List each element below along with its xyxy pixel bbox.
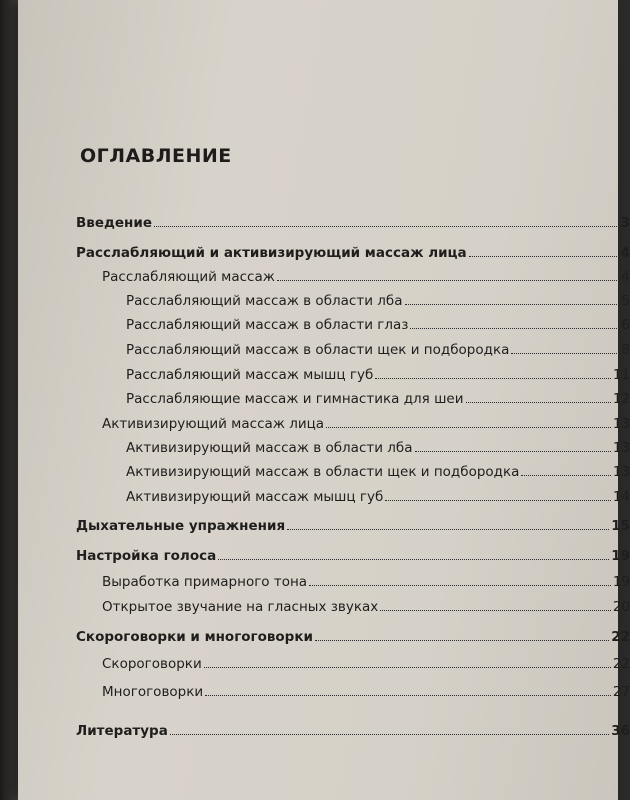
dot-leader (415, 451, 611, 452)
toc-entry (76, 547, 630, 565)
toc-entry-page: 4 (621, 269, 630, 285)
dot-leader (375, 378, 611, 379)
toc-entry-page: 27 (612, 684, 630, 700)
toc-entry (126, 390, 630, 408)
toc-entry-title: Активизирующий массаж в области лба (126, 440, 413, 456)
toc-entry (126, 341, 630, 359)
dot-leader (315, 640, 609, 641)
toc-entry-title: Введение (76, 215, 152, 231)
toc-entry-page: 36 (611, 723, 630, 739)
toc-entry-title: Открытое звучание на гласных звуках (102, 599, 379, 615)
toc-entry-page: 19 (611, 548, 630, 564)
table-of-contents (18, 0, 630, 800)
toc-entry (126, 316, 630, 334)
toc-entry (76, 244, 630, 262)
dot-leader (466, 402, 611, 403)
dot-leader (218, 559, 609, 560)
toc-entry-page: 4 (620, 245, 630, 261)
toc-entry-page: 15 (611, 518, 630, 534)
toc-entry-page: 22 (611, 629, 630, 645)
toc-entry (102, 415, 630, 433)
dot-leader (205, 695, 611, 696)
dot-leader (521, 475, 610, 476)
book-page (18, 0, 630, 800)
dot-leader (287, 529, 609, 530)
dot-leader (277, 280, 620, 281)
page-title: ОГЛАВЛЕНИЕ (80, 145, 232, 167)
toc-entry-title: Скороговорки (102, 656, 202, 672)
toc-entry (76, 722, 630, 740)
toc-entry-page: 12 (612, 391, 630, 407)
dot-leader (410, 328, 619, 329)
toc-entry (126, 292, 630, 310)
toc-entry-page: 19 (612, 574, 630, 590)
toc-entry (102, 683, 630, 701)
toc-entry-title: Скороговорки и многоговорки (76, 629, 313, 645)
toc-entry-page: 3 (620, 215, 630, 231)
toc-entry (76, 628, 630, 646)
dot-leader (326, 427, 611, 428)
toc-entry (102, 655, 630, 673)
toc-entry-title: Расслабляющий массаж в области лба (126, 293, 403, 309)
toc-entry-title: Выработка примарного тона (102, 574, 308, 590)
dot-leader (405, 304, 620, 305)
dot-leader (154, 226, 619, 227)
toc-entry-title: Расслабляющий и активизирующий массаж лица (76, 245, 467, 261)
toc-entry-page: 8 (621, 342, 630, 358)
toc-entry-title: Активизирующий массаж лица (102, 416, 325, 432)
toc-entry-title: Расслабляющий массаж (102, 269, 275, 285)
toc-entry-title: Расслабляющий массаж в области щек и подбородка (126, 342, 510, 358)
toc-entry-page: 20 (612, 599, 630, 615)
toc-entry-page: 13 (612, 464, 630, 480)
toc-entry-title: Активизирующий массаж в области щек и подбородка (126, 464, 520, 480)
toc-entry (126, 366, 630, 384)
toc-entry-title: Дыхательные упражнения (76, 518, 286, 534)
toc-entry-title: Многоговорки (102, 684, 204, 700)
toc-entry (76, 214, 630, 232)
toc-entry-page: 22 (612, 656, 630, 672)
dot-leader (469, 256, 619, 257)
toc-entry-title: Расслабляющий массаж в области глаз (126, 317, 409, 333)
toc-entry (126, 463, 630, 481)
toc-entry-page: 11 (612, 367, 630, 383)
toc-entry (102, 268, 630, 286)
toc-entry-title: Настройка голоса (76, 548, 217, 564)
toc-entry (102, 598, 630, 616)
toc-entry (126, 488, 630, 506)
toc-entry-page: 13 (612, 416, 630, 432)
toc-entry (102, 573, 630, 591)
toc-entry-title: Литература (76, 723, 168, 739)
dot-leader (380, 610, 611, 611)
toc-entry-title: Активизирующий массаж мышц губ (126, 489, 384, 505)
toc-entry-title: Расслабляющие массаж и гимнастика для шеи (126, 391, 464, 407)
dot-leader (511, 353, 619, 354)
toc-entry-page: 6 (621, 317, 630, 333)
dot-leader (204, 667, 611, 668)
dot-leader (309, 585, 611, 586)
toc-entry (126, 439, 630, 457)
toc-entry-page: 13 (612, 440, 630, 456)
toc-entry-title: Расслабляющий массаж мышц губ (126, 367, 374, 383)
toc-entry-page: 14 (612, 489, 630, 505)
dot-leader (170, 734, 609, 735)
dot-leader (385, 500, 611, 501)
toc-entry-page: 5 (621, 293, 630, 309)
toc-entry (76, 517, 630, 535)
